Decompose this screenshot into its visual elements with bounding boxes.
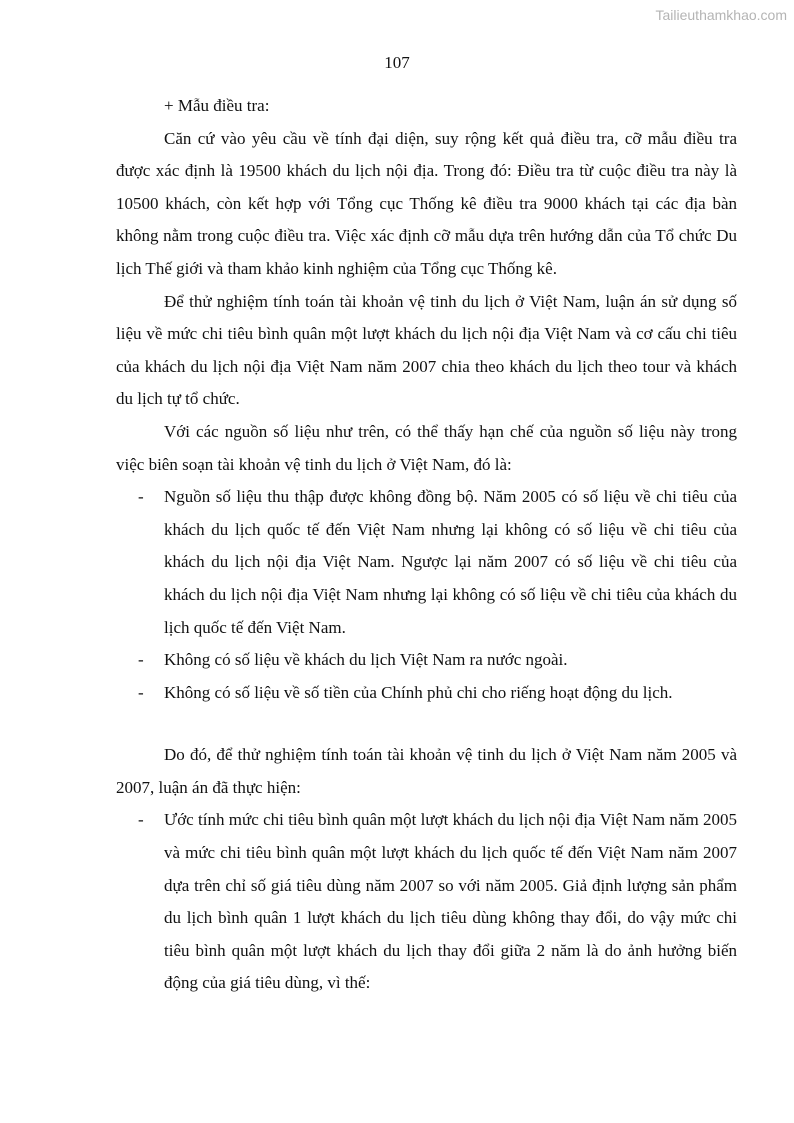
bullet-dash: - <box>138 650 144 670</box>
page-number: 107 <box>384 53 410 72</box>
list-item <box>116 644 737 677</box>
list-item <box>116 481 737 644</box>
list-item <box>116 804 737 1000</box>
bullet-dash: - <box>138 487 144 507</box>
bullet-dash: - <box>138 682 144 702</box>
list-item <box>116 677 737 710</box>
document-body <box>116 90 737 1000</box>
paragraph-data-limitations: Với các nguồn số liệu như trên, có thể thấy hạn chế của nguồn số liệu này trong việc biên soạn tài khoản vệ tinh du lịch ở Việt Nam, đó là: <box>116 421 737 474</box>
implementation-list <box>116 804 737 1000</box>
paragraph-test-calculation: Để thử nghiệm tính toán tài khoản vệ tinh du lịch ở Việt Nam, luận án sử dụng số liệu về mức chi tiêu bình quân một lượt khách du lịch nội địa Việt Nam và cơ cấu chi tiêu của khách du lịch nội địa Việt Nam năm 2007 chia theo khách du lịch theo tour và khách du lịch tự tổ chức. <box>116 291 737 409</box>
list-item-text: Nguồn số liệu thu thập được không đồng bộ. Năm 2005 có số liệu về chi tiêu của khách du lịch quốc tế đến Việt Nam nhưng lại không có số liệu về chi tiêu của khách du lịch nội địa Việt Nam. Ngược lại năm 2007 có số liệu về chi tiêu của khách du lịch nội địa Việt Nam nhưng lại không có số liệu về chi tiêu của khách du lịch quốc tế đến Việt Nam. <box>164 487 737 637</box>
watermark: Tailieuthamkhao.com <box>655 7 787 23</box>
paragraph-implementation: Do đó, để thử nghiệm tính toán tài khoản vệ tinh du lịch ở Việt Nam năm 2005 và 2007, luận án đã thực hiện: <box>116 745 737 797</box>
limitations-list <box>116 481 737 709</box>
list-item-text: Không có số liệu về số tiền của Chính phủ chi cho riếng hoạt động du lịch. <box>164 682 673 702</box>
paragraph-sample-size: Căn cứ vào yêu cầu về tính đại diện, suy rộng kết quả điều tra, cỡ mẫu điều tra được xác định là 19500 khách du lịch nội địa. Trong đó: Điều tra từ cuộc điều tra này là 10500 khách, còn kết hợp với Tổng cục Thống kê điều tra 9000 khách tại các địa bàn không nằm trong cuộc điều tra. Việc xác định cỡ mẫu dựa trên hướng dẫn của Tổ chức Du lịch Thế giới và tham khảo kinh nghiệm của Tổng cục Thống kê. <box>116 128 737 278</box>
list-item-text: Ước tính mức chi tiêu bình quân một lượt khách du lịch nội địa Việt Nam năm 2005 và mức chi tiêu bình quân một lượt khách du lịch quốc tế đến Việt Nam năm 2007 dựa trên chỉ số giá tiêu dùng năm 2007 so với năm 2005. Giả định lượng sản phẩm du lịch bình quân 1 lượt khách du lịch tiêu dùng không thay đổi, do vậy mức chi tiêu bình quân một lượt khách du lịch thay đổi giữa 2 năm là do ảnh hưởng biến động của giá tiêu dùng, vì thế: <box>164 810 737 993</box>
bullet-dash: - <box>138 810 144 830</box>
list-item-text: Không có số liệu về khách du lịch Việt Nam ra nước ngoài. <box>164 650 568 670</box>
paragraph-sample-heading: + Mẫu điều tra: <box>164 96 270 115</box>
